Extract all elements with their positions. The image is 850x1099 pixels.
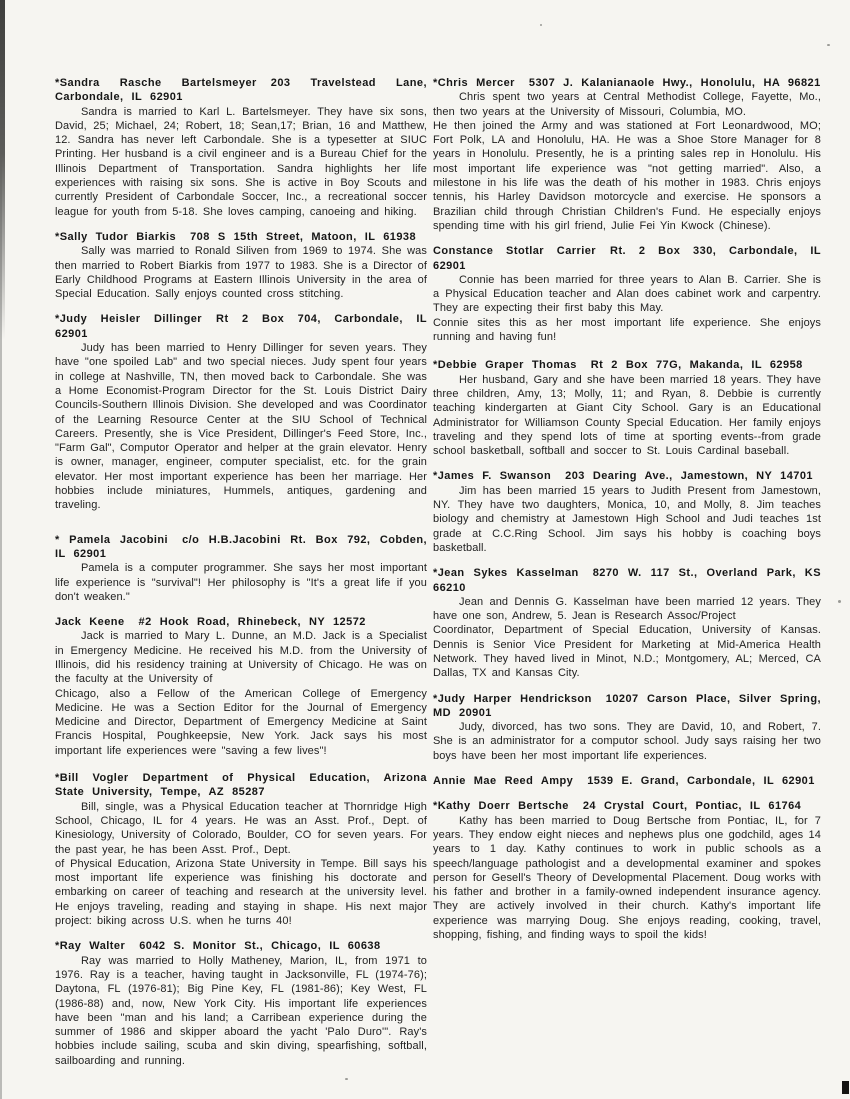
entry-bio (433, 484, 821, 555)
entry-heading (433, 692, 821, 721)
entry-name: *Judy Heisler Dillinger (55, 313, 203, 326)
entry-heading (433, 774, 821, 788)
directory-entry (55, 771, 427, 928)
scan-speck (345, 1078, 348, 1080)
entry-name: Jack Keene (55, 616, 125, 629)
entry-heading (433, 799, 821, 813)
entry-address: c/o H.B.Jacobini Rt. Box 792, Cobden, IL 62901 (55, 533, 427, 560)
bio-paragraph: of Physical Education, Arizona State University in Tempe. Bill says his most important life experience was finishing his doctorate and embarking on career of teaching and research at the university level. He enjoys traveling, reading and staying in shape. His next major project: biking across U.S. when he turns 40! (55, 857, 427, 928)
entry-address: 10207 Carson Place, Silver Spring, MD 20901 (433, 692, 821, 719)
entry-name: *Jean Sykes Kasselman (433, 567, 579, 580)
entry-bio (55, 629, 427, 758)
entry-heading (55, 939, 427, 953)
scan-edge-strip-artifact (0, 0, 5, 340)
directory-entry (55, 230, 427, 301)
scan-corner-mark-artifact (842, 1081, 849, 1094)
directory-entry (433, 799, 821, 942)
bio-paragraph: He then joined the Army and was stationed at Fort Leonardwood, MO; Fort Polk, LA and Honolulu, HA. He was a Shoe Store Manager for 8 years in Honolulu. Presently, he is a printing sales rep in Honolulu. His most important life experience was "not getting married". Also, a milestone in his life was the death of his mother in 1983. Chris enjoys tennis, his Harley Davidson motorcycle and exercise. He sponsors a Brazilian child through Christian Children's Fund. He especially enjoys spending time with his girl friend, Julie Fei Yin Kwock (Chinese). (433, 119, 821, 232)
bio-paragraph: Bill, single, was a Physical Education teacher at Thornridge High School, Chicago, IL for 4 years. He was an Asst. Prof., Dept. of Kinesiology, University of Colorado, Boulder, CO for seven years. For the past year, he has been Asst. Prof., Dept. (55, 800, 427, 856)
bio-paragraph: Kathy has been married to Doug Bertsche from Pontiac, IL, for 7 years. They endow eight nieces and nephews plus one godchild, ages 14 years to 1 day. Kathy continues to work in public schools as a speech/language pathologist and a developmental examiner and spokes person for Gesell's Theory of Developmental Placement. Doug works with his father and brother in a family-owned independent insurance agency. They are actively involved in their church. Kathy's important life experience was marrying Doug. She enjoys reading, cooking, travel, shopping, fishing, and finding ways to spoil the kids! (433, 814, 821, 942)
directory-entry (433, 692, 821, 763)
entry-address: 24 Crystal Court, Pontiac, IL 61764 (582, 800, 802, 813)
bio-paragraph: Sandra is married to Karl L. Bartelsmeyer. They have six sons, David, 25; Michael, 24; Robert, 18; Sean,17; Brian, 16 and Matthew, 12. Sandra has never left Carbondale. She is a typesetter at SIUC Printing. Her husband is a civil engineer and is a Bureau Chief for the Illinois Department of Transportation. Sandra highlights her life experiences with raising six sons. She is active in Boy Scouts and currently President of Carbondale Soccer, Inc., a recreational soccer league for youth from 5-18. She loves camping, canoeing and hiking. (55, 105, 427, 218)
entry-bio (433, 373, 821, 459)
bio-paragraph: Coordinator, Department of Special Education, University of Kansas. Dennis is Senior Vice President for Marketing at Mid-America Health Network. They haved lived in Minot, N.D.; Montgomery, AL; Merced, CA Dallas, TX and Kansas City. (433, 624, 821, 680)
entry-address: 6042 S. Monitor St., Chicago, IL 60638 (139, 940, 381, 953)
right-column (433, 76, 821, 942)
entry-heading (55, 230, 427, 244)
bio-paragraph: Jean and Dennis G. Kasselman have been married 12 years. They have one son, Andrew, 5. Jean is Research Assoc/Project (433, 595, 821, 623)
entry-bio (55, 244, 427, 301)
entry-heading (433, 469, 821, 483)
entry-bio (433, 273, 821, 344)
bio-paragraph: Connie sites this as her most important life experience. She enjoys running and having fun! (433, 316, 821, 344)
directory-entry (55, 939, 427, 1068)
bio-paragraph: Connie has been married for three years to Alan B. Carrier. She is a Physical Education teacher and Alan does cabinet work and carpentry. They are expecting their first baby this May. (433, 273, 821, 315)
entry-address: Rt 2 Box 704, Carbondale, IL 62901 (55, 313, 427, 340)
entry-bio (433, 720, 821, 763)
entry-name: *Sally Tudor Biarkis (55, 230, 177, 243)
directory-entry (433, 566, 821, 680)
entry-heading (55, 771, 427, 800)
entry-heading (433, 244, 821, 273)
entry-address: 5307 J. Kalanianaole Hwy., Honolulu, HA 96821 (528, 77, 821, 89)
entry-name: *Debbie Graper Thomas (433, 359, 577, 372)
directory-entry (55, 76, 427, 219)
entry-address: Rt. 2 Box 330, Carbondale, IL 62901 (433, 245, 821, 272)
bio-paragraph: Jim has been married 15 years to Judith Present from Jamestown, NY. They have two daughters, Monica, 10, and Molly, 8. Jim teaches biology and chemistry at Jamestown High School and Judi teaches 1st grade at C.C.Ring School. Jim says his hobby is coaching boys basketball. (433, 484, 821, 554)
entry-name: *Judy Harper Hendrickson (433, 692, 592, 705)
entry-bio (55, 561, 427, 604)
entry-name: Annie Mae Reed Ampy (433, 775, 574, 788)
bio-paragraph: Chris spent two years at Central Methodist College, Fayette, Mo., then two years at the University of Missouri, Columbia, MO. (433, 91, 821, 118)
entry-heading (55, 312, 427, 341)
entry-bio (433, 814, 821, 943)
scan-speck (838, 600, 841, 603)
entry-address: 1539 E. Grand, Carbondale, IL 62901 (587, 775, 815, 788)
left-column (55, 76, 427, 1068)
directory-entry (433, 76, 821, 233)
entry-address: 203 Travelstead Lane, Carbondale, IL 62901 (55, 77, 427, 104)
entry-heading (433, 76, 821, 90)
entry-address: #2 Hook Road, Rhinebeck, NY 12572 (138, 616, 366, 629)
entry-heading (433, 566, 821, 595)
entry-bio (433, 595, 821, 681)
entry-bio (55, 105, 427, 219)
directory-entry (433, 244, 821, 344)
directory-entry (433, 358, 821, 458)
entry-heading (55, 76, 427, 105)
bio-paragraph: Her husband, Gary and she have been married 18 years. They have three children, Amy, 13; Molly, 11; and Ryan, 8. Debbie is currently teaching kindergarten at Giant City School. Gary is an Educational Administrator for Williamson County Special Education. Her family enjoys traveling and they spend lots of time at sporting events--from grade school basketball, softball and soccer to St. Louis Cardinal baseball. (433, 373, 821, 458)
directory-entry (55, 533, 427, 604)
entry-name: *James F. Swanson (433, 470, 552, 483)
bio-paragraph: Judy, divorced, has two sons. They are David, 10, and Robert, 7. She is an administrator for a computor school. Judy says raising her two boys have been her most important life experiences. (433, 721, 821, 762)
entry-name: *Bill Vogler (55, 772, 129, 785)
bio-paragraph: Sally was married to Ronald Siliven from 1969 to 1974. She was then married to Robert Biarkis from 1977 to 1983. She is a Director of Early Childhood Programs at Eastern Illinois University in the area of Special Education. Sally enjoys counted cross stitching. (55, 245, 427, 301)
entry-name: *Chris Mercer (433, 77, 515, 89)
entry-address: Rt 2 Box 77G, Makanda, IL 62958 (590, 359, 803, 372)
bio-paragraph: Pamela is a computer programmer. She says her most important life experience is "survival"! Her philosophy is "It's a great life if you don't weaken." (55, 562, 427, 603)
entry-heading (55, 533, 427, 562)
scan-speck (540, 24, 542, 26)
entry-name: *Ray Walter (55, 940, 126, 953)
bio-paragraph: Jack is married to Mary L. Dunne, an M.D. Jack is a Specialist in Emergency Medicine. He received his M.D. from the University of Illinois, did his residency training at University of Chicago. He was on the faculty at the University of (55, 630, 427, 686)
entry-name: Constance Stotlar Carrier (433, 245, 597, 258)
entry-address: Department of Physical Education, Arizona State University, Tempe, AZ 85287 (55, 772, 427, 799)
entry-bio (55, 954, 427, 1068)
entry-name: *Sandra Rasche Bartelsmeyer (55, 77, 257, 89)
directory-entry (433, 469, 821, 555)
entry-heading (55, 615, 427, 629)
entry-heading (433, 358, 821, 372)
entry-bio (433, 90, 821, 233)
entry-bio (55, 800, 427, 929)
directory-entry (433, 774, 821, 788)
entry-bio (55, 341, 427, 513)
bio-paragraph: Ray was married to Holly Matheney, Marion, IL, from 1971 to 1976. Ray is a teacher, having taught in Jacksonville, FL (1974-76); Daytona, FL (1976-81); Big Pine Key, FL (1981-86); Key West, FL (1986-88) and, now, New York City. His important life experiences have been "man and his land; a Carribean experience during the summer of 1986 and skipper aboard the yacht 'Palo Duro'". Ray's hobbies include sailing, scuba and skin diving, spearfishing, softball, sailboarding and running. (55, 954, 427, 1067)
bio-paragraph: Chicago, also a Fellow of the American College of Emergency Medicine. He was a Section Editor for the Journal of Emergency Medicine and Director, Department of Emergency Medicine at Saint Francis Hospital, Poughkeepsie, New York. Jack says his most important life experiences were "saving a few lives"! (55, 687, 427, 757)
entry-name: * Pamela Jacobini (55, 533, 169, 546)
directory-entry (55, 312, 427, 512)
bio-paragraph: Judy has been married to Henry Dillinger for seven years. They have "one spoiled Lab" and two special nieces. Judy spent four years in college at Nashville, TN, then moved back to Carbondale. She was a Home Economist-Program Director for the St. Louis District Dairy Councils-Southern Illinois Division. She developed and was Coordinator of the Learning Resource Center at the SIU School of Technical Careers. Presently, she is Vice President, Dillinger's Feed Store, Inc., "Farm Gal", Computor Operator and helper at the grain elevator. Henry is owner, manager, engineer, computer specialist, etc. for the grain elevator. Her most important experience has been her marriage. Her hobbies include miniatures, Hummels, antiques, gardening and traveling. (55, 342, 427, 512)
entry-address: 203 Dearing Ave., Jamestown, NY 14701 (565, 470, 813, 483)
scan-speck (827, 44, 830, 46)
entry-name: *Kathy Doerr Bertsche (433, 800, 569, 813)
directory-entry (55, 615, 427, 758)
entry-address: 8270 W. 117 St., Overland Park, KS 66210 (433, 567, 821, 594)
entry-address: 708 S 15th Street, Matoon, IL 61938 (190, 230, 417, 243)
